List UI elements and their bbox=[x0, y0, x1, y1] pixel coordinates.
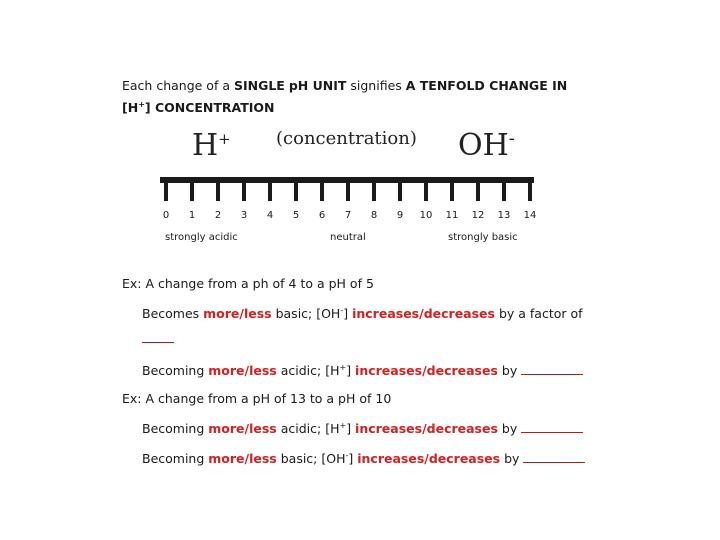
ruler-tick-3 bbox=[242, 181, 246, 201]
ruler-tick-13 bbox=[502, 181, 506, 201]
ex1-l1-more-less: more/less bbox=[203, 306, 272, 322]
ruler-tick-0 bbox=[164, 181, 168, 201]
scale-label-8: 8 bbox=[370, 210, 378, 221]
ruler-tick-12 bbox=[476, 181, 480, 201]
ruler-tick-6 bbox=[320, 181, 324, 201]
ex2-l1-text-d: by bbox=[497, 421, 522, 436]
ex1-l3-sup: + bbox=[339, 362, 347, 372]
ex2-l2-text-a: Becoming bbox=[142, 451, 209, 466]
example1-title: Ex: A change from a ph of 4 to a pH of 5 bbox=[122, 276, 374, 291]
ex1-blank-2[interactable] bbox=[521, 362, 583, 375]
ex2-blank-1[interactable] bbox=[521, 420, 583, 433]
ex1-l1-text-c: ] bbox=[343, 306, 353, 322]
ruler-tick-4 bbox=[268, 181, 272, 201]
ex2-l1-more-less: more/less bbox=[208, 421, 277, 436]
ex1-l1-text-d: by a factor of bbox=[494, 306, 583, 322]
ex2-l1-text-a: Becoming bbox=[142, 421, 209, 436]
ruler-tick-8 bbox=[372, 181, 376, 201]
example1-line1 bbox=[142, 306, 583, 321]
scale-label-5: 5 bbox=[292, 210, 300, 221]
ex2-l1-text-b: acidic; [H bbox=[276, 421, 340, 436]
ruler-tick-1 bbox=[190, 181, 194, 201]
ex2-l2-text-b: basic; [OH bbox=[276, 451, 346, 466]
scale-label-7: 7 bbox=[344, 210, 352, 221]
ex2-l2-sup: - bbox=[345, 450, 349, 460]
ex2-l2-more-less: more/less bbox=[208, 451, 277, 466]
example2-line2 bbox=[142, 450, 585, 466]
scale-label-10: 10 bbox=[419, 210, 433, 221]
scale-label-13: 13 bbox=[497, 210, 511, 221]
ruler-tick-7 bbox=[346, 181, 350, 201]
ex2-l2-text-c: ] bbox=[348, 451, 358, 466]
heading-h-sup: + bbox=[138, 100, 145, 109]
ruler-tick-5 bbox=[294, 181, 298, 201]
ex1-l3-more-less: more/less bbox=[208, 363, 277, 378]
ex1-l3-text-c: ] bbox=[346, 363, 356, 378]
scale-label-4: 4 bbox=[266, 210, 274, 221]
heading-tenfold: A TENFOLD CHANGE IN bbox=[405, 78, 568, 93]
scale-label-2: 2 bbox=[214, 210, 222, 221]
ruler-tick-14 bbox=[528, 181, 532, 201]
scale-label-1: 1 bbox=[188, 210, 196, 221]
h-symbol: H bbox=[192, 128, 219, 163]
concentration-label: (concentration) bbox=[276, 128, 417, 149]
ruler-ticks bbox=[164, 181, 532, 201]
scale-label-12: 12 bbox=[471, 210, 485, 221]
scale-label-14: 14 bbox=[523, 210, 537, 221]
scale-label-0: 0 bbox=[162, 210, 170, 221]
heading-h-bracket: [H bbox=[122, 100, 139, 116]
ruler-tick-10 bbox=[424, 181, 428, 201]
ex2-l1-increases-decreases: increases/decreases bbox=[355, 421, 498, 436]
scale-label-11: 11 bbox=[445, 210, 459, 221]
h-plus-sup: + bbox=[218, 130, 231, 148]
heading-signifies: signifies bbox=[346, 78, 406, 93]
heading-text: Each change of a bbox=[122, 78, 234, 93]
region-strongly-basic: strongly basic bbox=[448, 232, 518, 243]
ex1-l3-text-a: Becoming bbox=[142, 363, 209, 378]
ex1-l3-text-b: acidic; [H bbox=[276, 363, 340, 378]
example2-line1 bbox=[142, 420, 583, 436]
ruler-tick-9 bbox=[398, 181, 402, 201]
ex1-l1-text-b: basic; [OH bbox=[271, 306, 341, 322]
ex1-l3-text-d: by bbox=[497, 363, 522, 378]
heading-concentration: ] CONCENTRATION bbox=[144, 100, 275, 116]
ex1-l3-increases-decreases: increases/decreases bbox=[355, 363, 498, 378]
example1-line3 bbox=[142, 362, 583, 378]
ex2-l2-increases-decreases: increases/decreases bbox=[357, 451, 501, 466]
region-neutral: neutral bbox=[330, 232, 366, 243]
heading-ph-unit: pH UNIT bbox=[288, 78, 347, 93]
ex2-l1-sup: + bbox=[339, 420, 347, 430]
scale-label-9: 9 bbox=[396, 210, 404, 221]
scale-label-3: 3 bbox=[240, 210, 248, 221]
heading-single: SINGLE bbox=[233, 78, 285, 93]
oh-minus-sup: - bbox=[508, 128, 515, 149]
scale-label-6: 6 bbox=[318, 210, 326, 221]
ex2-l2-text-d: by bbox=[500, 451, 524, 466]
ex1-l1-sup: - bbox=[340, 306, 344, 315]
ex1-l1-text-a: Becomes bbox=[142, 306, 204, 322]
region-strongly-acidic: strongly acidic bbox=[165, 232, 238, 243]
ex1-blank-1[interactable] bbox=[142, 328, 174, 347]
ex1-l1-increases-decreases: increases/decreases bbox=[352, 306, 495, 322]
ruler-tick-11 bbox=[450, 181, 454, 201]
ex2-blank-2[interactable] bbox=[523, 450, 585, 463]
ex2-l1-text-c: ] bbox=[346, 421, 356, 436]
oh-symbol: OH bbox=[458, 128, 509, 163]
ruler-tick-2 bbox=[216, 181, 220, 201]
example2-title: Ex: A change from a pH of 13 to a pH of 10 bbox=[122, 391, 392, 406]
